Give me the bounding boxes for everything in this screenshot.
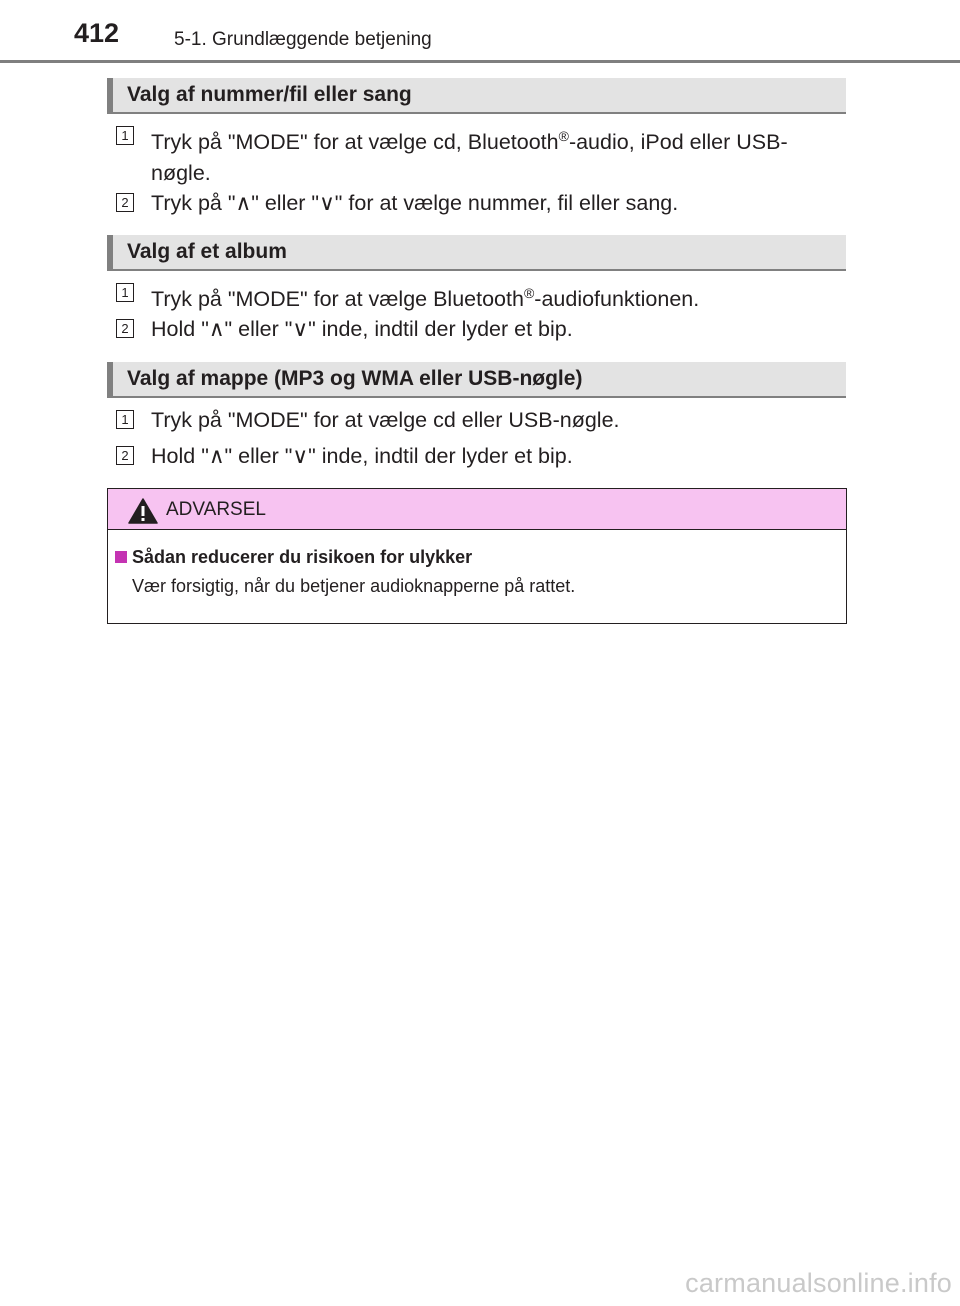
step-text: Hold "∧" eller "∨" inde, indtil der lyder et bip. (151, 317, 573, 341)
step-number-badge: 1 (116, 283, 134, 302)
section-title: Valg af nummer/fil eller sang (127, 83, 412, 106)
watermark: carmanualsonline.info (685, 1268, 952, 1298)
step-number-badge: 2 (116, 319, 134, 338)
section-title: Valg af et album (127, 240, 287, 263)
warning-box (107, 488, 847, 624)
warning-text: Vær forsigtig, når du betjener audioknapperne på rattet. (132, 576, 576, 596)
section-title: Valg af mappe (MP3 og WMA eller USB-nøgle) (127, 367, 583, 390)
chapter-title: 5-1. Grundlæggende betjening (174, 29, 432, 50)
warning-header (108, 489, 846, 530)
step-number-badge: 1 (116, 126, 134, 145)
step-text: Tryk på "MODE" for at vælge cd eller USB-nøgle. (151, 408, 620, 432)
warning-subheading: Sådan reducerer du risikoen for ulykker (132, 547, 473, 567)
step-number-badge: 2 (116, 446, 134, 465)
step-text: Tryk på "MODE" for at vælge cd, Bluetooth®-audio, iPod eller USB-nøgle. (151, 128, 788, 186)
step-number-badge: 1 (116, 410, 134, 429)
bullet-square-icon (115, 551, 127, 563)
warning-triangle-icon (128, 498, 158, 524)
step-text: Tryk på "∧" eller "∨" for at vælge nummer, fil eller sang. (151, 191, 679, 215)
page-header (0, 0, 960, 62)
section-heading (107, 235, 846, 271)
section-heading (107, 362, 846, 398)
section-heading (107, 78, 846, 114)
header-divider (0, 60, 960, 63)
page-number: 412 (74, 18, 120, 48)
step-text: Hold "∧" eller "∨" inde, indtil der lyder et bip. (151, 444, 573, 468)
step-number-badge: 2 (116, 193, 134, 212)
step-text: Tryk på "MODE" for at vælge Bluetooth®-audiofunktionen. (151, 285, 700, 312)
warning-title: ADVARSEL (166, 499, 266, 520)
